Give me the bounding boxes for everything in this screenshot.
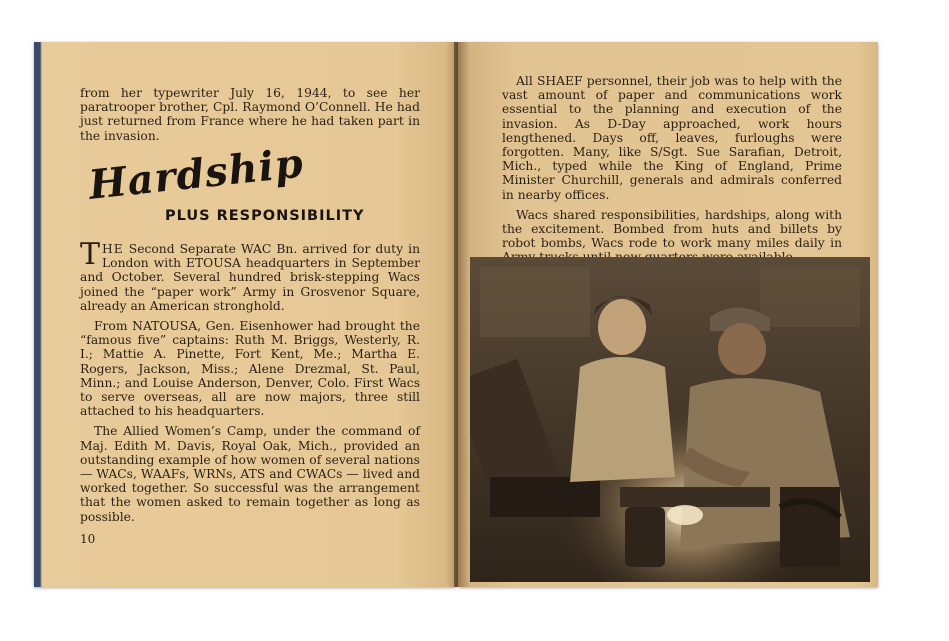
welding-photo [470, 257, 870, 582]
left-page [34, 42, 456, 587]
body-paragraph-1 [80, 237, 420, 313]
intro-paragraph: from her typewriter July 16, 1944, to see her paratrooper brother, Cpl. Raymond O’Connell. He had just returned from France where he had taken part in the invasion. [80, 86, 420, 143]
heading-script-title: Hardship [86, 139, 306, 209]
booklet-spread [34, 42, 878, 587]
drop-cap: T [80, 237, 101, 272]
body-text-block [80, 237, 420, 530]
intro-text-block [80, 86, 420, 149]
right-paragraph-2: Wacs shared responsibilities, hardships, along with the excitement. Bombed from huts and billets by robot bombs, Wacs rode to work many miles daily in [502, 207, 842, 251]
right-paragraph-1: All SHAEF personnel, their job was to help with the vast amount of paper and communications work essential to the planning and execution of the invasion. As D-Day approached, work hours lengthened. Days off, leaves, furloughs were forgotten. Many, like S/Sgt. Sue Sarafian, Detroit, Mich., typed while the King of England, Prime Minister Churchill, generals and admirals conferred in nearby offices. [502, 74, 842, 202]
right-text-block [502, 74, 842, 271]
heading-subtitle: PLUS RESPONSIBILITY [165, 208, 365, 224]
body-paragraph-1-text: Second Separate WAC Bn. arrived for duty in London with ETOUSA headquarters in September and October. Several hundred brisk-stepping Wacs joined the “paper work” Army in Grosvenor Square, already an American stronghold. [80, 242, 420, 313]
right-page [458, 42, 878, 587]
photo-illustration [470, 257, 870, 582]
page-number: 10 [80, 532, 96, 546]
body-paragraph-2: From NATOUSA, Gen. Eisenhower had brought the “famous five” captains: Ruth M. Briggs, Westerly, R. I.; Mattie A. Pinette, Fort Kent, Me.; Martha E. Rogers, Jackson, Miss.; Alene Drezmal, St. Paul, Minn.; and Louise Anderson, Denver, Colo. First Wacs to serve overseas, all are now majors, three still attached to his headquarters. [80, 319, 420, 419]
lead-smallcaps: HE [102, 242, 124, 256]
section-heading [86, 139, 409, 232]
body-paragraph-3: The Allied Women’s Camp, under the command of Maj. Edith M. Davis, Royal Oak, Mich., provided an outstanding example of how women of several nations — WACs, WAAFs, WRNs, ATS and CWACs — lived and worked together. So successful was the arrangement that the women asked to remain together as long as possible. [80, 424, 420, 524]
